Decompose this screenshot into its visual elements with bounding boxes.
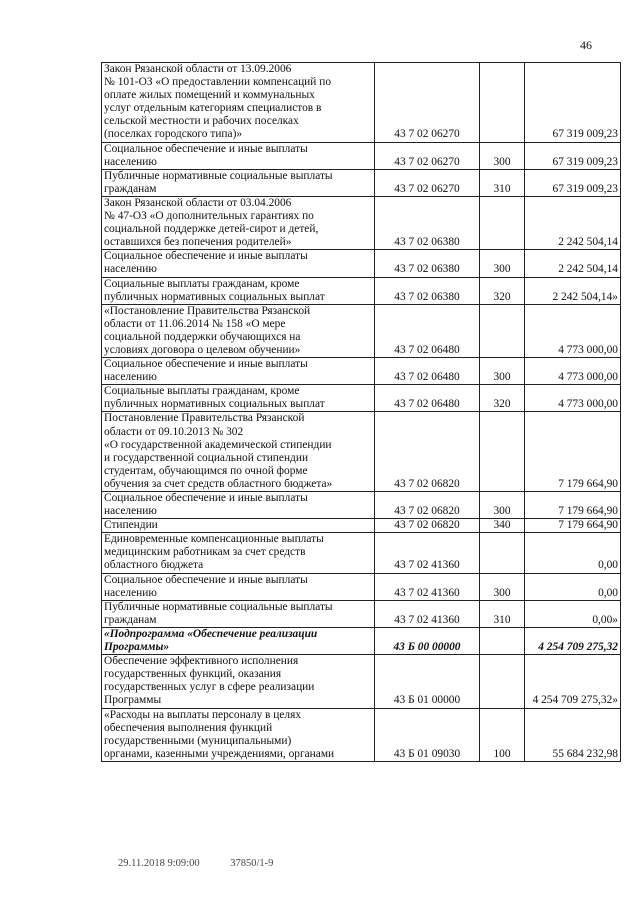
row-expense-type: 310 [480, 169, 525, 196]
row-name: Публичные нормативные социальные выплаты гражданам [102, 600, 375, 627]
footer-datetime: 29.11.2018 9:09:00 [118, 858, 200, 869]
row-name: Закон Рязанской области от 03.04.2006 № 47-ОЗ «О дополнительных гарантиях по социальной поддержке детей-сирот и детей, оставшихся без попечения родителей» [102, 196, 375, 249]
row-code: 43 7 02 06820 [375, 492, 480, 519]
row-expense-type: 300 [480, 492, 525, 519]
row-code: 43 Б 00 00000 [375, 627, 480, 654]
table-row [102, 708, 621, 761]
table-row [102, 250, 621, 277]
row-amount: 7 179 664,90 [525, 492, 621, 519]
row-expense-type [480, 412, 525, 492]
row-amount: 2 242 504,14» [525, 277, 621, 304]
row-code: 43 7 02 06480 [375, 385, 480, 412]
row-code: 43 7 02 06480 [375, 358, 480, 385]
budget-table [101, 62, 621, 762]
table-row [102, 533, 621, 573]
row-expense-type: 300 [480, 573, 525, 600]
table-row [102, 492, 621, 519]
row-expense-type [480, 63, 525, 143]
row-code: 43 7 02 06270 [375, 169, 480, 196]
table-row [102, 655, 621, 708]
row-name: Публичные нормативные социальные выплаты гражданам [102, 169, 375, 196]
row-expense-type [480, 304, 525, 357]
table-row [102, 573, 621, 600]
row-expense-type: 320 [480, 277, 525, 304]
row-name: «Подпрограмма «Обеспечение реализации Программы» [102, 627, 375, 654]
row-code: 43 7 02 41360 [375, 533, 480, 573]
row-code: 43 7 02 06270 [375, 142, 480, 169]
row-name: Социальное обеспечение и иные выплаты населению [102, 573, 375, 600]
row-amount: 0,00 [525, 573, 621, 600]
table-row [102, 519, 621, 533]
row-name: Социальные выплаты гражданам, кроме публичных нормативных социальных выплат [102, 277, 375, 304]
row-code: 43 7 02 06380 [375, 196, 480, 249]
table-row [102, 385, 621, 412]
row-code: 43 7 02 06380 [375, 250, 480, 277]
row-expense-type: 300 [480, 250, 525, 277]
table-row [102, 169, 621, 196]
row-amount: 67 319 009,23 [525, 169, 621, 196]
row-amount: 67 319 009,23 [525, 63, 621, 143]
table-row [102, 277, 621, 304]
row-amount: 4 773 000,00 [525, 358, 621, 385]
table-row [102, 412, 621, 492]
row-code: 43 7 02 06820 [375, 412, 480, 492]
row-amount: 55 684 232,98 [525, 708, 621, 761]
table-row [102, 627, 621, 654]
page-number: 46 [580, 38, 592, 52]
row-name: Социальное обеспечение и иные выплаты населению [102, 250, 375, 277]
row-amount: 7 179 664,90 [525, 412, 621, 492]
row-amount: 0,00» [525, 600, 621, 627]
row-amount: 4 254 709 275,32 [525, 627, 621, 654]
row-name: Постановление Правительства Рязанской области от 09.10.2013 № 302 «О государственной академической стипендии и государственной социальной стипендии студентам, обучающимся по очной форме обучения за счет средств областного бюджета» [102, 412, 375, 492]
row-code: 43 7 02 41360 [375, 573, 480, 600]
row-expense-type: 300 [480, 142, 525, 169]
table-row [102, 196, 621, 249]
row-expense-type: 320 [480, 385, 525, 412]
row-name: Социальное обеспечение и иные выплаты населению [102, 142, 375, 169]
row-amount: 7 179 664,90 [525, 519, 621, 533]
row-code: 43 7 02 06820 [375, 519, 480, 533]
row-code: 43 7 02 06270 [375, 63, 480, 143]
table-row [102, 142, 621, 169]
row-name: «Расходы на выплаты персоналу в целях обеспечения выполнения функций государственными (муниципальными) органами, казенными учреждениями, органами [102, 708, 375, 761]
row-name: Единовременные компенсационные выплаты медицинским работникам за счет средств областного бюджета [102, 533, 375, 573]
row-name: Социальные выплаты гражданам, кроме публичных нормативных социальных выплат [102, 385, 375, 412]
table-row [102, 63, 621, 143]
row-expense-type: 340 [480, 519, 525, 533]
row-name: Закон Рязанской области от 13.09.2006 № 101-ОЗ «О предоставлении компенсаций по оплате жилых помещений и коммунальных услуг отдельным категориям специалистов в сельской местности и рабочих поселках (поселках городского типа)» [102, 63, 375, 143]
table-row [102, 304, 621, 357]
row-amount: 2 242 504,14 [525, 196, 621, 249]
row-code: 43 Б 01 09030 [375, 708, 480, 761]
row-expense-type [480, 196, 525, 249]
row-name: «Постановление Правительства Рязанской области от 11.06.2014 № 158 «О мере социальной поддержки обучающихся на условиях договора о целевом обучении» [102, 304, 375, 357]
row-amount: 4 773 000,00 [525, 385, 621, 412]
row-expense-type: 300 [480, 358, 525, 385]
row-code: 43 7 02 06480 [375, 304, 480, 357]
row-name: Социальное обеспечение и иные выплаты населению [102, 358, 375, 385]
row-code: 43 7 02 06380 [375, 277, 480, 304]
row-expense-type [480, 627, 525, 654]
table-row [102, 600, 621, 627]
row-code: 43 Б 01 00000 [375, 655, 480, 708]
row-expense-type [480, 533, 525, 573]
row-expense-type [480, 655, 525, 708]
row-amount: 4 254 709 275,32» [525, 655, 621, 708]
row-name: Социальное обеспечение и иные выплаты населению [102, 492, 375, 519]
row-expense-type: 100 [480, 708, 525, 761]
footer [118, 858, 301, 869]
row-expense-type: 310 [480, 600, 525, 627]
row-name: Обеспечение эффективного исполнения государственных функций, оказания государственных услуг в сфере реализации Программы [102, 655, 375, 708]
table-row [102, 358, 621, 385]
footer-doc-id: 37850/1-9 [230, 858, 274, 869]
row-name: Стипендии [102, 519, 375, 533]
row-amount: 67 319 009,23 [525, 142, 621, 169]
table-body [102, 63, 621, 762]
row-amount: 0,00 [525, 533, 621, 573]
row-amount: 4 773 000,00 [525, 304, 621, 357]
row-code: 43 7 02 41360 [375, 600, 480, 627]
row-amount: 2 242 504,14 [525, 250, 621, 277]
